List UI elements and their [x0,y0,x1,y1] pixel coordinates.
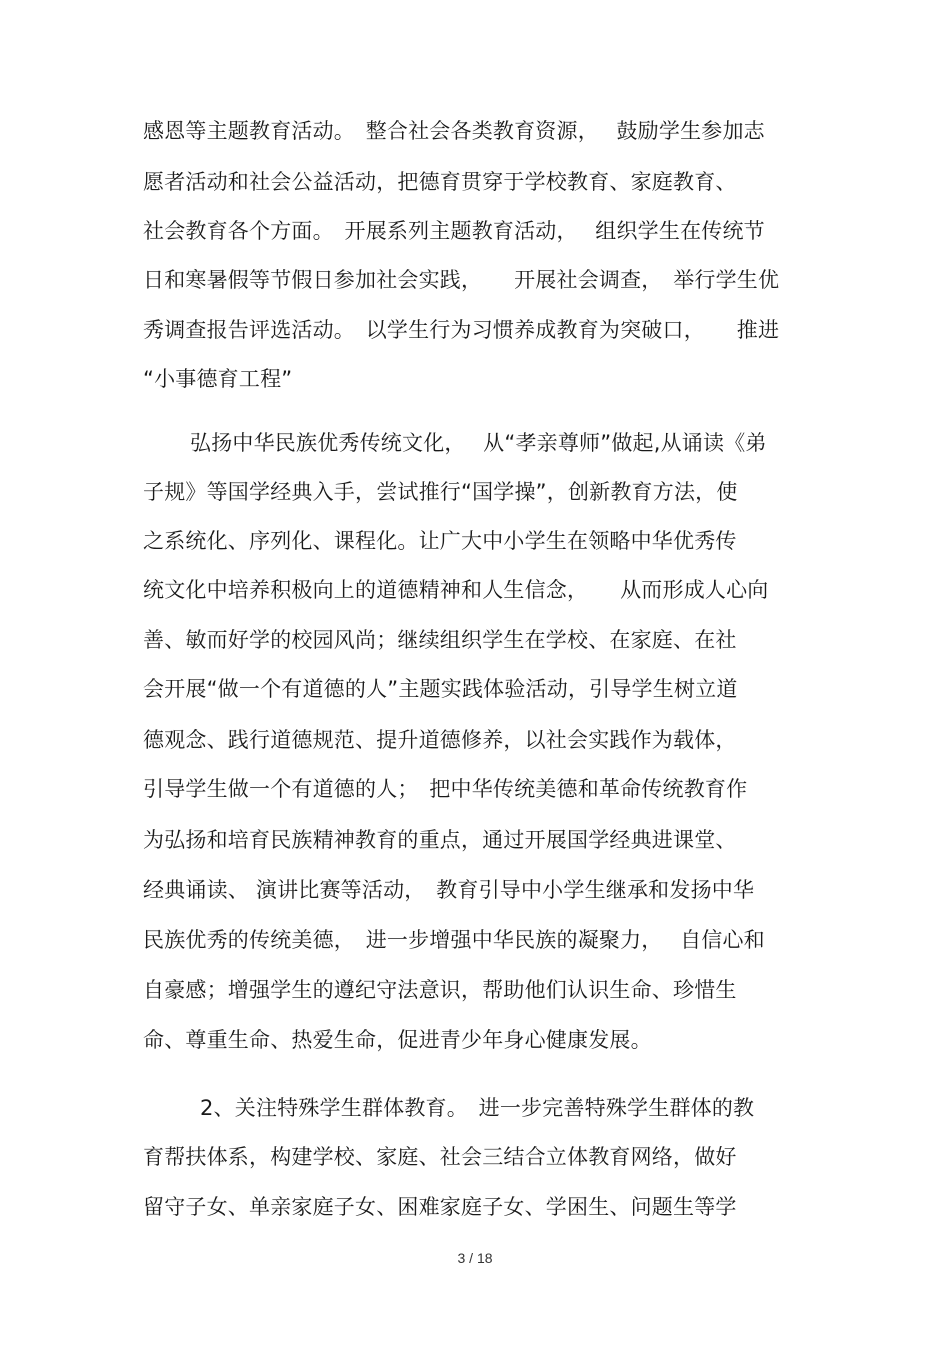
text-line: 统文化中培养积极向上的道德精神和人生信念， 从而形成人心向 [143,578,769,602]
text-line: 秀调查报告评选活动。 以学生行为习惯养成教育为突破口， 推进 [143,318,780,342]
text-line: “小事德育工程” [143,367,293,391]
text-line: 留守子女、单亲家庭子女、困难家庭子女、学困生、问题生等学 [143,1195,737,1219]
text-line: 为弘扬和培育民族精神教育的重点，通过开展国学经典进课堂、 [143,828,737,852]
text-line: 子规》等国学经典入手，尝试推行“国学操”，创新教育方法，使 [143,480,738,504]
text-line: 经典诵读、 演讲比赛等活动， 教育引导中小学生继承和发扬中华 [143,878,755,902]
text-line: 会开展“做一个有道德的人”主题实践体验活动，引导学生树立道 [143,677,738,701]
text-line: 命、尊重生命、热爱生命，促进青少年身心健康发展。 [143,1028,652,1052]
text-line: 自豪感；增强学生的遵纪守法意识，帮助他们认识生命、珍惜生 [143,978,737,1002]
text-line: 民族优秀的传统美德， 进一步增强中华民族的凝聚力， 自信心和 [143,928,765,952]
text-line: 社会教育各个方面。 开展系列主题教育活动， 组织学生在传统节 [143,219,765,243]
text-line: 育帮扶体系，构建学校、家庭、社会三结合立体教育网络，做好 [143,1145,737,1169]
text-line: 德观念、践行道德规范、提升道德修养，以社会实践作为载体， [143,728,737,752]
paragraph-first-line: 弘扬中华民族优秀传统文化， 从“孝亲尊师”做起,从诵读《弟 [190,431,767,455]
text-line: 引导学生做一个有道德的人； 把中华传统美德和革命传统教育作 [143,777,748,801]
text-line: 愿者活动和社会公益活动，把德育贯穿于学校教育、家庭教育、 [143,170,737,194]
text-line: 感恩等主题教育活动。 整合社会各类教育资源， 鼓励学生参加志 [143,119,765,143]
text-line: 日和寒暑假等节假日参加社会实践， 开展社会调查， 举行学生优 [143,268,780,292]
page-number: 3 / 18 [457,1250,493,1266]
text-line: 善、敏而好学的校园风尚；继续组织学生在学校、在家庭、在社 [143,628,737,652]
paragraph-first-line: 2、关注特殊学生群体教育。 进一步完善特殊学生群体的教 [200,1096,755,1120]
text-line: 之系统化、序列化、课程化。让广大中小学生在领略中华优秀传 [143,529,737,553]
